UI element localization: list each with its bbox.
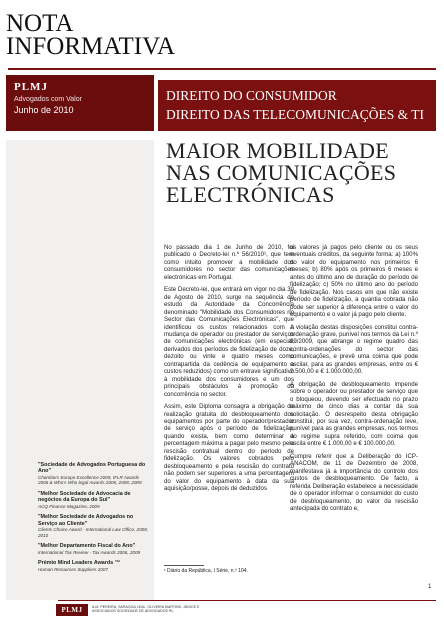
footer-divider [58, 600, 436, 601]
doc-title-line1: NOTA [6, 10, 74, 37]
award-source: Clients Choice Award - International Law Office, 2008, 2010 [38, 527, 149, 538]
award-source: ACQ Finance Magazine, 2009 [38, 503, 100, 509]
brand-tagline: Advogados com Valor [14, 96, 82, 103]
award-name: "Melhor Sociedade de Advogados no Serviço ao Cliente" [38, 514, 134, 527]
brand-box [6, 75, 154, 131]
brand-logo: PLMJ [14, 81, 48, 93]
article-title [166, 140, 396, 206]
title-line2: NAS COMUNICAÇÕES [166, 160, 397, 185]
award-item [38, 491, 150, 509]
awards-list [38, 462, 150, 577]
category-box [158, 80, 436, 131]
paragraph: No passado dia 1 de Junho de 2010, foi publicado o Decreto-lei n.º 56/2010¹, que tem como intuito promover a mobilidade dos consumidores no sector das comunicações electrónicas em Portugal. [164, 244, 294, 281]
top-divider [8, 68, 436, 70]
award-name: "Melhor Departamento Fiscal do Ano" [38, 543, 136, 550]
doc-title-line2: INFORMATIVA [6, 33, 176, 60]
page-number: 1 [428, 584, 432, 590]
award-name: Prémio Mind Leaders Awards ™ [38, 560, 121, 567]
award-item [38, 543, 150, 555]
paragraph: Cumpre referir que a Deliberação do ICP-ANACOM, de 11 de Dezembro de 2008, manifestava já a importância do controlo dos custos de desbloqueamento. De facto, a referida Deliberação estabelece a necessidade de o operador informar o consumidor do custo de desbloqueamento, do valor da rescisão antecipada do contrato e, [290, 452, 418, 512]
paragraph: Este Decreto-lei, que entrará em vigor no dia 30 de Agosto de 2010, surge na sequência do estudo da Autoridade da Concorrência denominado "Mobilidade dos Consumidores no Sector das Comunicações Electrónicas", que identificou os custos relacionados com a mudança de operador ou prestador de serviços de comunicações electrónicas (em especial, derivados dos períodos de fidelização de doze, dezoito ou vinte e quatro meses como contrapartida da cedência de equipamento a custos reduzidos) como um entrave significativo à mobilidade dos consumidores e um dos principais obstáculos à promoção da concorrência no sector. [164, 286, 294, 398]
award-source: Human Resources Suppliers 2007 [38, 566, 108, 572]
award-name: "Sociedade de Advogados Portuguesa do Ano" [38, 462, 146, 475]
title-line3: ELECTRÓNICAS [166, 182, 335, 207]
footnote: ¹ Diário da República, I Série, n.º 104. [164, 568, 248, 574]
award-item [38, 462, 150, 486]
footnote-divider [164, 565, 204, 566]
category-telecom-law: DIREITO DAS TELECOMUNICAÇÕES & TI [166, 107, 425, 122]
award-name: "Melhor Sociedade de Advocacia de negócios da Europa do Sul" [38, 491, 131, 504]
category-consumer-law: DIREITO DO CONSUMIDOR [166, 88, 337, 103]
award-item [38, 514, 150, 538]
paragraph: Assim, este Diploma consagra a obrigação da realização gratuita do desbloqueamento dos equipamentos por parte do operador/prestador de serviço após o período de fidelização, quando exista, bem como determinar a percentagem máxima a pagar pelo mesmo pela rescisão contratual dentro do período de fidelização. Os valores cobrados pelo desbloqueamento e pela rescisão do contrato não podem ser superiores a uma percentagem do valor do equipamento à data da sua aquisição/posse, depois de deduzidos [164, 403, 294, 493]
text-column-right [290, 244, 418, 517]
award-source: International Tax Review - Tax Awards 2006, 2009 [38, 549, 141, 555]
footer-logo: PLMJ [56, 604, 88, 616]
footer-firm-name: A.M. PEREIRA, SÁRAGGA LEAL, OLIVEIRA MARTINS, JÚDICE E ASSOCIADOS SOCIEDADE DE ADVOGADOS RL [92, 605, 200, 614]
award-source: Chambers Europe Excellence 2009, IFLR Awards 2006 & Who's Who legal Awards 2006, 2008, 2009 [38, 474, 142, 486]
title-line1: MAIOR MOBILIDADE [166, 138, 389, 163]
publication-date: Junho de 2010 [14, 105, 74, 115]
paragraph: A violação destas disposições constitui contra-ordenação grave, punível nos termos da Lei n.º 99/2009, que abrange o regime quadro das contra-ordenações do sector das comunicações, e prevê uma coima que pode oscilar, para as grandes empresas, entre os € 2.500,00 e € 1.000.000,00. [290, 323, 418, 376]
paragraph: os valores já pagos pelo cliente ou os seus eventuais créditos, da seguinte forma: a) 100% do valor do equipamento nos primeiros 6 meses; b) 80% após os primeiros 6 meses e antes do último ano de duração do período de fidelização; c) 50% no último ano do período de fidelização. Nos casos em que não existe período de fidelização, a quantia cobrada não pode ser superior à diferença entre o valor do equipamento e o valor já pago pelo cliente. [290, 244, 418, 319]
award-item [38, 560, 150, 572]
document-type-title [6, 12, 206, 58]
paragraph: A obrigação de desbloqueamento impende sobre o operador ou prestador de serviço que o bloqueou, devendo ser efectuado no prazo máximo de cinco dias a contar da sua solicitação. O desrespeito desta obrigação constitui, por sua vez, contra-ordenação leve, punível para as grandes empresas, nos termos do regime supra referido, com coima que oscila entre € 1.000,00 e € 100.000,00. [290, 380, 418, 448]
text-column-left [164, 244, 294, 498]
